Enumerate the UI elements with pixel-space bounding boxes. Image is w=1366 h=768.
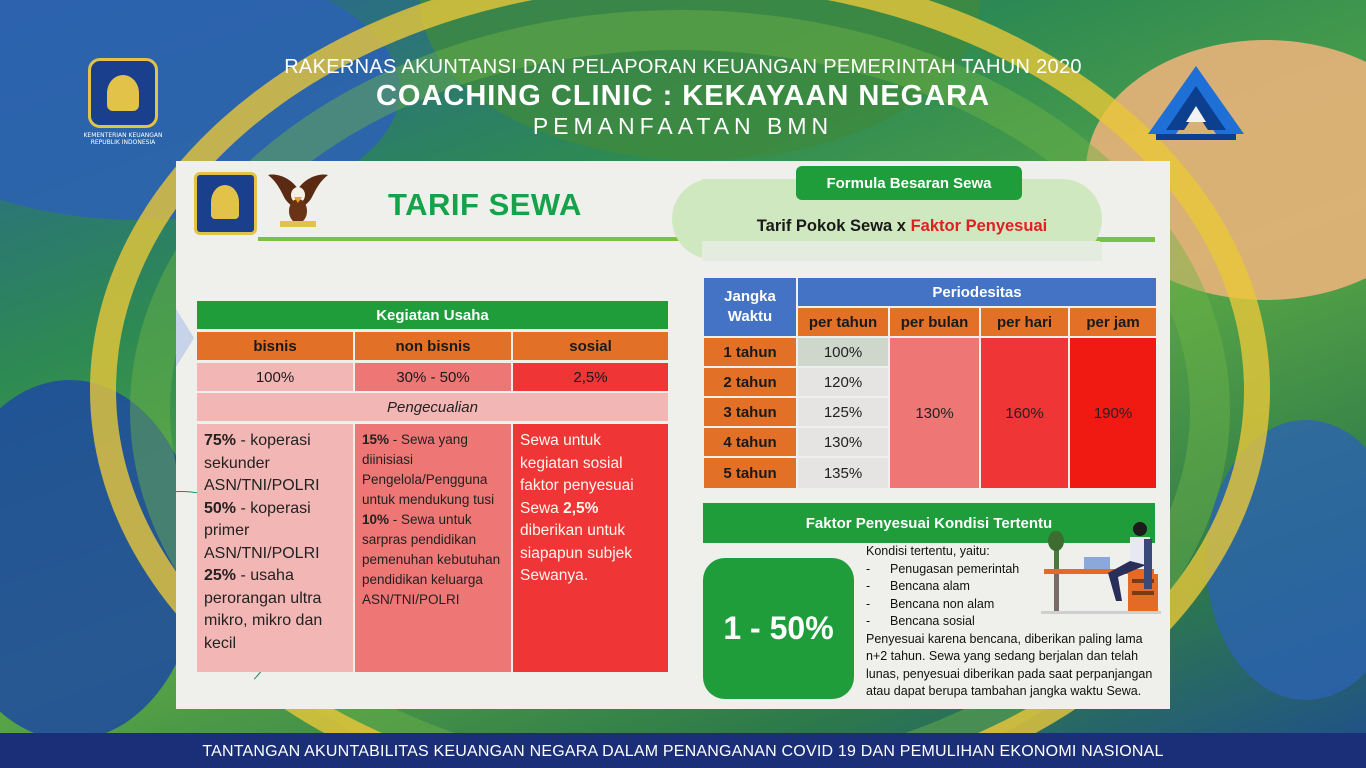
kondisi-tertentu: [866, 543, 1156, 701]
slide-title: TARIF SEWA: [388, 187, 582, 222]
kegiatan-col-header: non bisnis: [355, 332, 511, 360]
kondisi-item: Bencana alam: [890, 579, 970, 593]
kemenkeu-logo-icon: [194, 172, 257, 235]
jangka-waktu-header: [704, 278, 796, 336]
per-tahun-value: 100%: [798, 338, 888, 366]
event-emblem-icon: [1146, 66, 1246, 142]
eagle-logo-icon: [266, 171, 330, 233]
header-titles: [200, 56, 1166, 139]
session-title: COACHING CLINIC : KEKAYAAN NEGARA: [375, 80, 991, 112]
footer-banner: TANTANGAN AKUNTABILITAS KEUANGAN NEGARA DALAM PENANGANAN COVID 19 DAN PEMULIHAN EKONOMI NASIONAL: [0, 733, 1366, 768]
formula-label: Formula Besaran Sewa: [796, 166, 1022, 200]
exception-item: [204, 430, 346, 498]
list-marker: -: [866, 579, 871, 593]
kemenkeu-seal-icon: [88, 58, 158, 128]
kondisi-item: Bencana non alam: [890, 596, 995, 611]
exception-item: [362, 510, 504, 610]
per-tahun-value: 130%: [798, 428, 888, 456]
event-title: RAKERNAS AKUNTANSI DAN PELAPORAN KEUANGAN PEMERINTAH TAHUN 2020: [284, 56, 1082, 78]
per-tahun-value: 135%: [798, 458, 888, 488]
kegiatan-value-row: [197, 363, 668, 391]
exception-pct: 50%: [204, 499, 237, 517]
period-col-header: per bulan: [890, 308, 979, 336]
jangka-row-label: 4 tahun: [704, 428, 796, 456]
org-caption: [72, 132, 174, 146]
exception-item: [362, 430, 504, 510]
org-caption-line2: REPUBLIK INDONESIA: [90, 139, 156, 146]
periodesitas-table: [704, 278, 1156, 490]
formula-main: Tarif Pokok Sewa x: [756, 217, 911, 235]
per-bulan-value: 130%: [890, 338, 979, 488]
list-item: [866, 578, 1156, 596]
kegiatan-value: 2,5%: [513, 363, 668, 391]
list-marker: -: [866, 614, 871, 628]
list-marker: -: [866, 561, 871, 576]
kondisi-note: Penyesuai karena bencana, diberikan paling lama n+2 tahun. Sewa yang sedang berjalan dan telah lunas, penyesuai diberikan pada saat perpanjangan atau dapat berupa tambahan jangka waktu Sewa.: [866, 631, 1153, 698]
slide: [176, 161, 1170, 709]
jangka-header-line2: Waktu: [727, 308, 773, 325]
faktor-percent: 1 - 50%: [703, 558, 854, 699]
period-col-header: per hari: [981, 308, 1068, 336]
list-marker: -: [866, 596, 871, 611]
per-tahun-value: 120%: [798, 368, 888, 396]
kondisi-item: Penugasan pemerintah: [890, 561, 1020, 576]
exception-text: - koperasi primer ASN/TNI/POLRI: [204, 499, 320, 562]
pengecualian-label: Pengecualian: [197, 393, 668, 421]
exception-pct: 10%: [362, 512, 390, 527]
kegiatan-usaha-heading: Kegiatan Usaha: [197, 301, 668, 329]
per-jam-value: 190%: [1070, 338, 1156, 488]
kegiatan-value: 100%: [197, 363, 353, 391]
periodesitas-header: Periodesitas: [798, 278, 1156, 306]
jangka-header-line1: Jangka: [724, 288, 776, 305]
kondisi-item: Bencana sosial: [890, 614, 975, 628]
formula-underline: [1100, 238, 1155, 242]
org-caption-line1: KEMENTERIAN KEUANGAN: [83, 132, 163, 139]
kegiatan-usaha-table: [197, 301, 668, 672]
list-item: [866, 561, 1156, 579]
jangka-row-label: 3 tahun: [704, 398, 796, 426]
pengecualian-sosial: [513, 424, 668, 672]
kegiatan-header-row: [197, 332, 668, 360]
exception-text: - koperasi sekunder ASN/TNI/POLRI: [204, 432, 320, 494]
slide-arrow-decoration: [176, 309, 194, 367]
formula-text: [702, 217, 1102, 236]
exception-pct: 25%: [204, 567, 237, 584]
session-subtitle: PEMANFAATAN BMN: [532, 113, 834, 139]
jangka-row-label: 2 tahun: [704, 368, 796, 396]
kemenkeu-header-logo: [72, 58, 174, 146]
exception-text: - Sewa untuk sarpras pendidikan pemenuhan kebutuhan pendidikan keluarga ASN/TNI/POLRI: [362, 512, 501, 607]
kondisi-intro: Kondisi tertentu, yaitu:: [866, 544, 990, 558]
per-hari-value: 160%: [981, 338, 1068, 488]
pengecualian-non-bisnis: [355, 424, 511, 672]
per-tahun-value: 125%: [798, 398, 888, 426]
pengecualian-bisnis: [197, 424, 353, 672]
exception-text: - usaha perorangan ultra mikro, mikro dan kecil: [204, 567, 323, 652]
exception-pct: 15%: [362, 432, 390, 447]
kegiatan-value: 30% - 50%: [355, 363, 511, 391]
exception-item: [204, 565, 346, 655]
formula-banner-shadow: [702, 241, 1102, 261]
sosial-text: Sewa untuk kegiatan sosial faktor penyesuai Sewa: [520, 432, 634, 517]
exception-pct: 75%: [204, 432, 237, 449]
jangka-row-label: 1 tahun: [704, 338, 796, 366]
pengecualian-body-row: [197, 424, 668, 672]
jangka-row-label: 5 tahun: [704, 458, 796, 488]
faktor-heading: Faktor Penyesuai Kondisi Tertentu: [703, 503, 1155, 543]
period-col-header: per tahun: [798, 308, 888, 336]
exception-item: [204, 498, 346, 566]
list-item: [866, 596, 1156, 614]
kegiatan-col-header: bisnis: [197, 332, 353, 360]
list-item: [866, 613, 1156, 631]
kegiatan-col-header: sosial: [513, 332, 668, 360]
period-col-header: per jam: [1070, 308, 1156, 336]
formula-highlight: Faktor Penyesuai: [910, 217, 1048, 235]
sosial-pct: 2,5%: [563, 499, 599, 517]
exception-text: - Sewa yang diinisiasi Pengelola/Pengguna untuk mendukung tusi: [362, 432, 495, 507]
kondisi-list: [866, 561, 1156, 631]
sosial-text: diberikan untuk siapapun subjek Sewanya.: [520, 522, 633, 584]
